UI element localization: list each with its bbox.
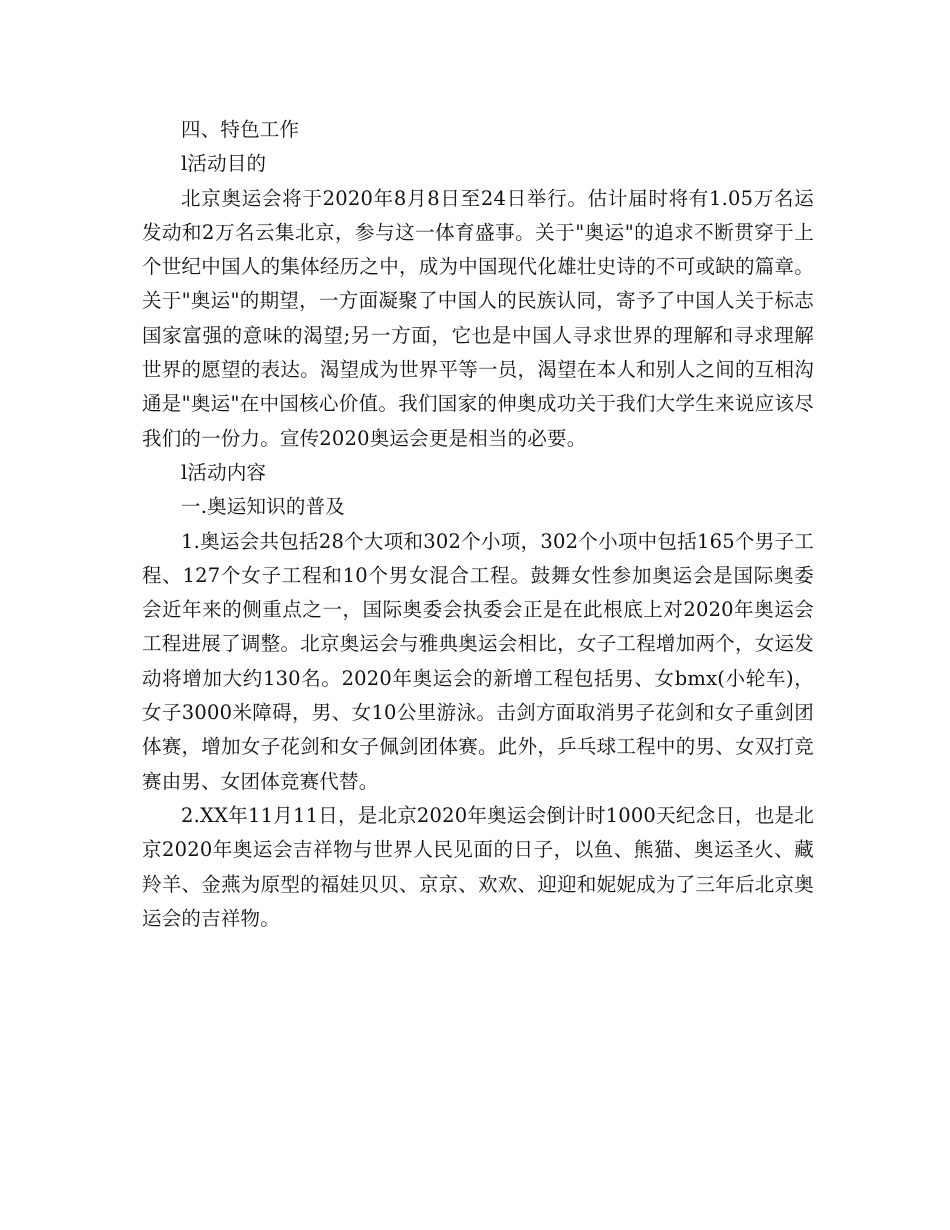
- subheading-activity-content: l活动内容: [181, 460, 267, 484]
- paragraph-mascots: 2.XX年11月11日，是北京2020年奥运会倒计时1000天纪念日，也是北京2020年奥运会吉祥物与世界人民见面的日子，以鱼、熊猫、奥运圣火、藏羚羊、金燕为原型的福娃贝贝、京京、欢欢、迎迎和妮妮成为了三年后北京奥运会的吉祥物。: [142, 803, 814, 930]
- paragraph-events: 1.奥运会共包括28个大项和302个小项，302个小项中包括165个男子工程、127个女子工程和10个男女混合工程。鼓舞女性参加奥运会是国际奥委会近年来的侧重点之一，国际奥委会执委会正是在此根底上对2020年奥运会工程进展了调整。北京奥运会与雅典奥运会相比，女子工程增加两个，女运发动将增加大约130名。2020年奥运会的新增工程包括男、女bmx(小轮车)，女子3000米障碍，男、女10公里游泳。击剑方面取消男子花剑和女子重剑团体赛，增加女子花剑和女子佩剑团体赛。此外，乒乓球工程中的男、女双打竞赛由男、女团体竞赛代替。: [142, 529, 814, 793]
- section-heading-special-work: 四、特色工作: [181, 118, 300, 141]
- subheading-olympic-knowledge: 一.奥运知识的普及: [181, 495, 345, 519]
- subheading-activity-purpose: l活动目的: [181, 152, 267, 176]
- document-body: [142, 113, 814, 936]
- paragraph-purpose: 北京奥运会将于2020年8月8日至24日举行。估计届时将有1.05万名运发动和2万名云集北京，参与这一体育盛事。关于"奥运"的追求不断贯穿于上个世纪中国人的集体经历之中，成为中国现代化雄壮史诗的不可或缺的篇章。关于"奥运"的期望，一方面凝聚了中国人的民族认同，寄予了中国人关于标志国家富强的意味的渴望;另一方面，它也是中国人寻求世界的理解和寻求理解世界的愿望的表达。渴望成为世界平等一员，渴望在本人和别人之间的互相沟通是"奥运"在中国核心价值。我们国家的伸奥成功关于我们大学生来说应该尽我们的一份力。宣传2020奥运会更是相当的必要。: [142, 186, 814, 450]
